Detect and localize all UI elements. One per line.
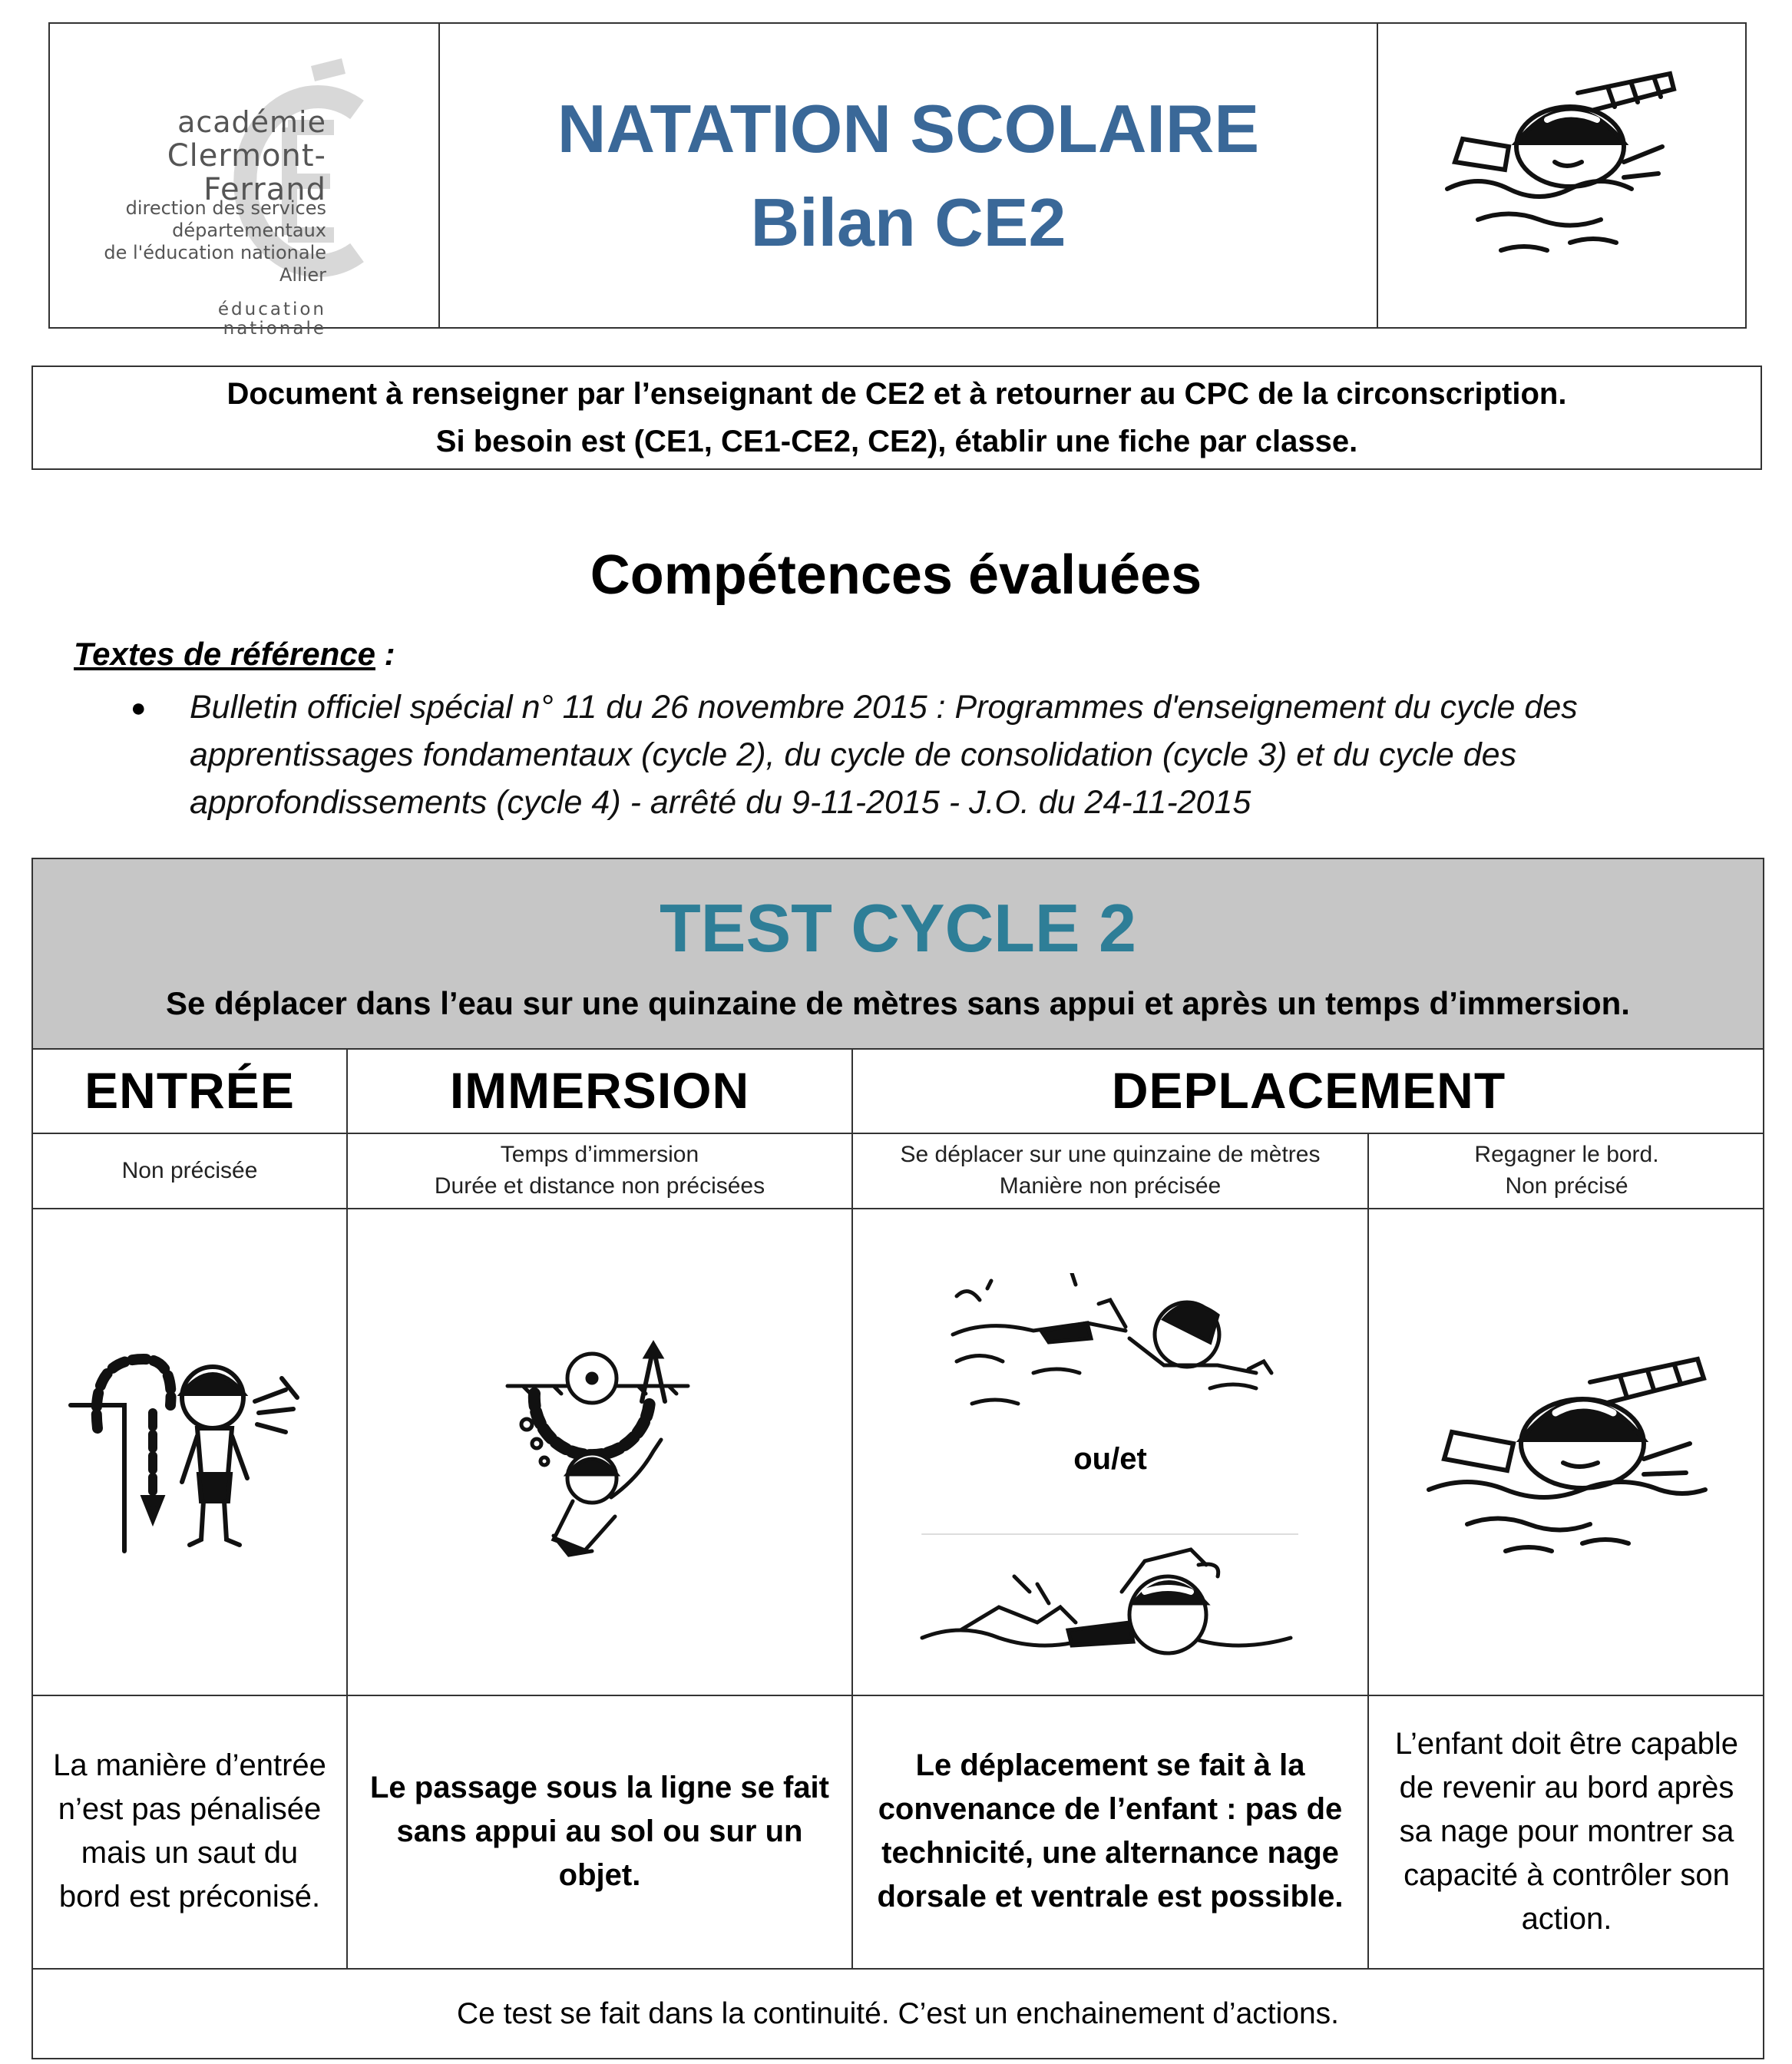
note-bord bbox=[1369, 1133, 1764, 1208]
phase-entree: ENTRÉE bbox=[33, 1048, 348, 1133]
logo-direction-line: direction des services bbox=[125, 197, 326, 219]
swimmer-at-edge-icon bbox=[1432, 47, 1678, 300]
instructions-box bbox=[31, 366, 1762, 470]
illustration-bord-cell bbox=[1369, 1208, 1764, 1695]
title-cell bbox=[440, 24, 1378, 327]
note-entree bbox=[33, 1133, 348, 1208]
competences-heading: Compétences évaluées bbox=[590, 544, 1202, 606]
footer-note: Ce test se fait dans la continuité. C’est un enchainement d’actions. bbox=[457, 1996, 1339, 2030]
logo-academie-text: académie bbox=[177, 105, 326, 139]
reference-label-colon: : bbox=[375, 636, 395, 672]
document-title: NATATION SCOLAIRE bbox=[557, 90, 1260, 167]
document-header bbox=[48, 22, 1747, 339]
ou-et-label: ou/et bbox=[1073, 1442, 1147, 1476]
description-entree: La manière d’entrée n’est pas pénalisée mais un saut du bord est préconisé. bbox=[33, 1695, 348, 1968]
illustration-entree-cell bbox=[33, 1208, 348, 1695]
logo-cell bbox=[50, 24, 440, 339]
logo-direction-line: départementaux bbox=[172, 220, 326, 241]
test-title: TEST CYCLE 2 bbox=[660, 890, 1136, 966]
logo-education-line: nationale bbox=[223, 319, 326, 339]
note-line: Temps d’immersion bbox=[500, 1142, 699, 1167]
logo-education-line: éducation bbox=[217, 299, 326, 319]
note-line: Non précisé bbox=[1505, 1173, 1628, 1199]
phase-immersion: IMMERSION bbox=[348, 1048, 853, 1133]
test-subtitle: Se déplacer dans l’eau sur une quinzaine de mètres sans appui et après un temps d’immersion. bbox=[166, 985, 1630, 1021]
note-line: Regagner le bord. bbox=[1474, 1142, 1659, 1167]
test-header bbox=[33, 859, 1763, 1050]
description-immersion: Le passage sous la ligne se fait sans appui au sol ou sur un objet. bbox=[348, 1695, 853, 1968]
note-line: Non précisée bbox=[121, 1157, 258, 1183]
description-bord: L’enfant doit être capable de revenir au bord après sa nage pour montrer sa capacité à contrôler son action. bbox=[1394, 1726, 1738, 1936]
logo-city-text: Clermont-Ferrand bbox=[167, 138, 326, 207]
footer-row bbox=[33, 1968, 1763, 2059]
jump-from-edge-icon bbox=[67, 1344, 312, 1559]
note-immersion bbox=[348, 1133, 853, 1208]
note-line: Se déplacer sur une quinzaine de mètres bbox=[900, 1142, 1321, 1167]
logo-education-text bbox=[218, 300, 326, 339]
instructions-line: Document à renseigner par l’enseignant de CE2 et à retourner au CPC de la circonscription. bbox=[226, 377, 1567, 411]
illustrations-row bbox=[33, 1208, 1763, 1696]
phase-header-row bbox=[33, 1048, 1763, 1134]
notes-row bbox=[33, 1133, 1763, 1209]
swimmer-cell bbox=[1378, 24, 1745, 327]
reference-label-text: Textes de référence bbox=[74, 636, 375, 672]
test-table bbox=[31, 858, 1764, 2059]
front-swim-icon bbox=[914, 1530, 1298, 1661]
logo-direction-line: de l'éducation nationale bbox=[104, 242, 326, 263]
instructions-line: Si besoin est (CE1, CE1-CE2, CE2), établir une fiche par classe. bbox=[435, 425, 1358, 458]
bullet-icon: ● bbox=[131, 693, 147, 723]
reference-text: Bulletin officiel spécial n° 11 du 26 novembre 2015 : Programmes d'enseignement du cycle des apprentissages fondamentaux (cycle 2), du cycle de consolidation (cycle 3) et du cycle des approfondissements (cycle 4) - arrêté du 9-11-2015 - J.O. du 24-11-2015 bbox=[190, 689, 1578, 821]
academie-logo bbox=[81, 55, 411, 339]
reference-label bbox=[74, 636, 395, 673]
illustration-deplacement-cell bbox=[853, 1208, 1369, 1695]
note-line: Manière non précisée bbox=[999, 1173, 1222, 1199]
descriptions-row bbox=[33, 1695, 1763, 1970]
description-deplacement: Le déplacement se fait à la convenance de l’enfant : pas de technicité, une alternance nage dorsale et ventrale est possible. bbox=[853, 1695, 1369, 1968]
back-swim-icon bbox=[941, 1273, 1302, 1427]
phase-deplacement: DEPLACEMENT bbox=[1111, 1062, 1506, 1119]
note-line: Durée et distance non précisées bbox=[434, 1173, 765, 1199]
logo-direction-text bbox=[104, 197, 326, 286]
note-deplacement bbox=[853, 1133, 1369, 1208]
illustration-immersion-cell bbox=[348, 1208, 853, 1695]
logo-direction-line: Allier bbox=[279, 264, 326, 286]
document-subtitle: Bilan CE2 bbox=[750, 184, 1066, 260]
swimmer-return-edge-icon bbox=[1413, 1336, 1721, 1566]
underwater-immersion-icon bbox=[500, 1340, 699, 1563]
